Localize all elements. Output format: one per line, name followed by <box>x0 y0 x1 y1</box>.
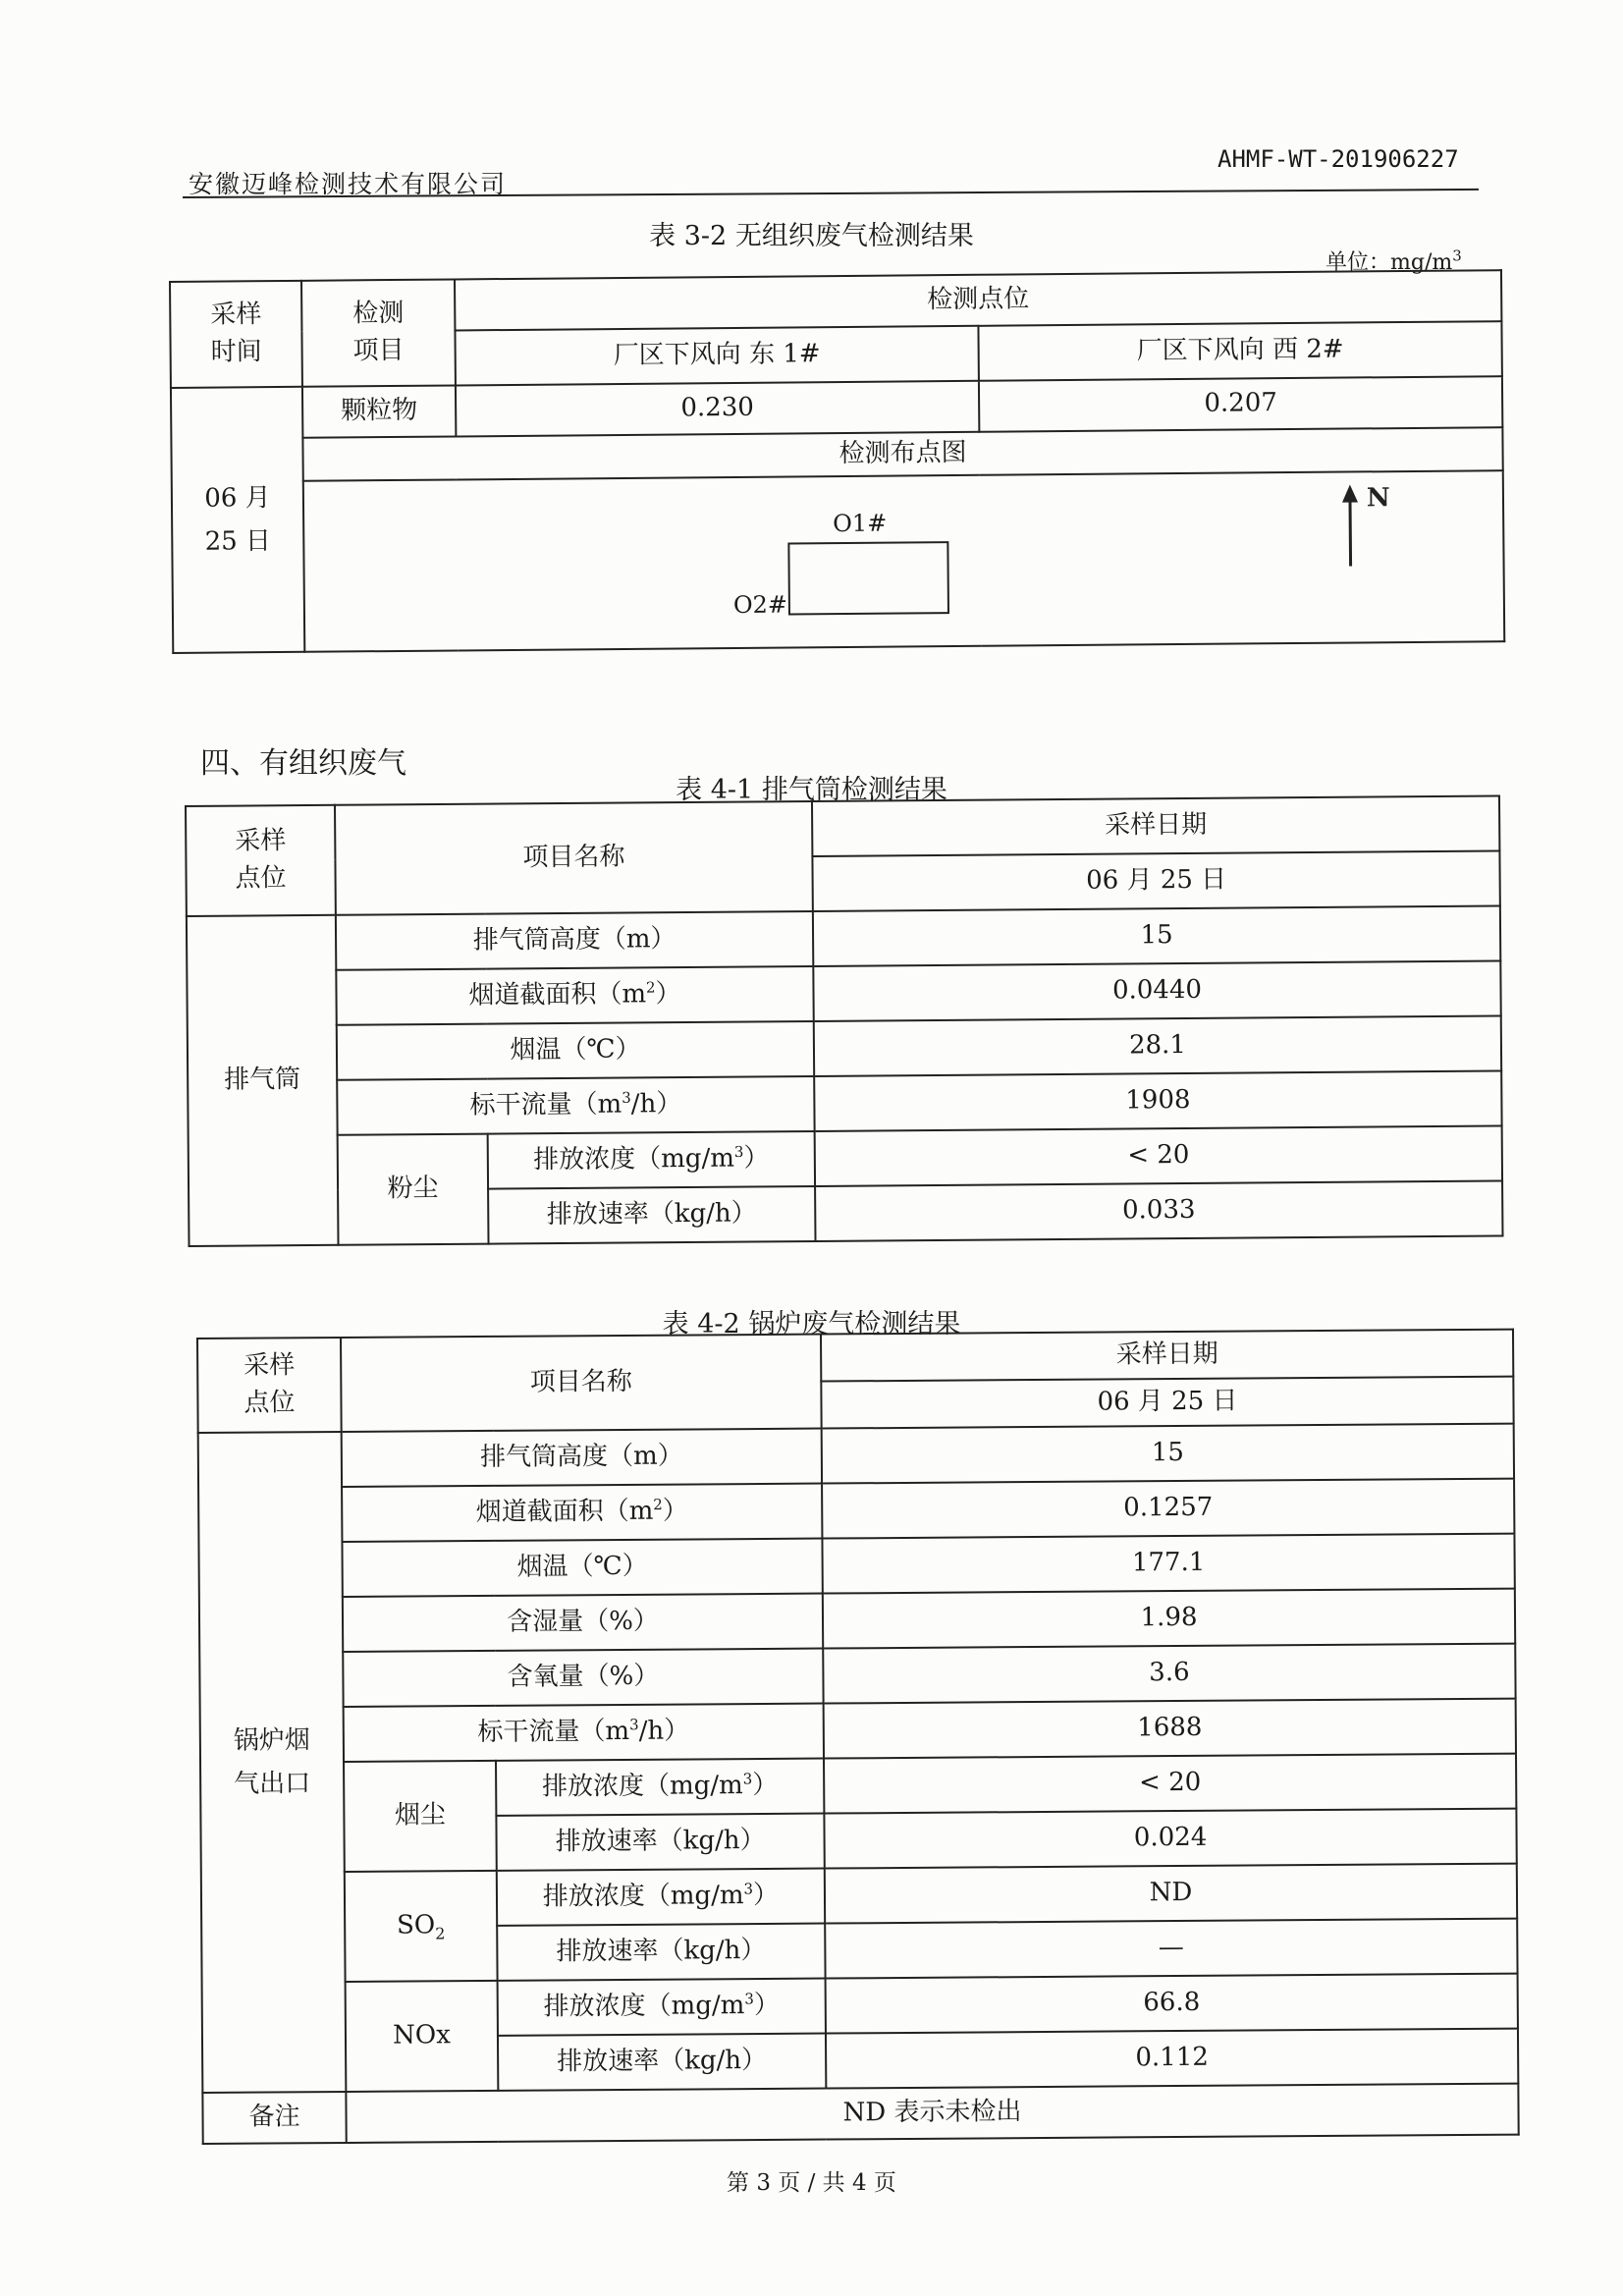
row-value: 0.0440 <box>813 960 1500 1020</box>
page-number: 第 3 页 / 共 4 页 <box>727 2170 896 2196</box>
note-text: ND 表示未检出 <box>346 2084 1518 2143</box>
map-point-1: O1# <box>833 509 888 538</box>
group-so2: $SO_2$ <box>345 1871 498 1982</box>
sampling-date: 06 月 25 日 <box>171 387 304 653</box>
col-sampling-date: 06 月 25 日 <box>812 850 1499 910</box>
col-item-name: 项目名称 <box>341 1335 822 1432</box>
group-smoke-dust: 烟尘 <box>344 1761 497 1872</box>
row-label: 排放浓度$(mg/m^3)$ <box>497 1869 825 1926</box>
map-title: 检测布点图 <box>302 427 1502 481</box>
point-west-2: 厂区下风向 西 2# <box>978 321 1501 381</box>
group-dust: 粉尘 <box>338 1134 489 1245</box>
row-value: 177.1 <box>822 1534 1514 1594</box>
north-arrow-icon <box>1335 482 1395 572</box>
col-item-name: 项目名称 <box>335 801 813 915</box>
report-number: AHMF-WT-201906227 <box>1217 145 1459 173</box>
row-value: < 20 <box>824 1754 1516 1814</box>
row-value: 0.1257 <box>822 1479 1514 1539</box>
row-label: 烟道截面积$(m^2)$ <box>336 966 813 1025</box>
table-4-2-caption: 表 4-2 锅炉废气检测结果 <box>662 1309 961 1339</box>
row-label: 含湿量（%） <box>343 1594 823 1652</box>
col-sampling-date: 06 月 25 日 <box>821 1377 1513 1429</box>
north-label: N <box>1366 483 1390 514</box>
table-3-2-unit: 单位：$mg/m^3$ <box>1325 246 1462 275</box>
row-value: 3.6 <box>823 1644 1515 1704</box>
row-value: 1688 <box>824 1699 1516 1759</box>
row-value: 66.8 <box>826 1974 1518 2034</box>
row-label: 标干流量$(m^3/h)$ <box>337 1076 814 1135</box>
row-value: ND <box>825 1864 1517 1924</box>
row-value: 1908 <box>814 1070 1501 1130</box>
value-point1: 0.230 <box>456 381 979 437</box>
row-value: 0.033 <box>815 1180 1502 1240</box>
row-value: — <box>825 1919 1517 1979</box>
row-value: 0.112 <box>826 2029 1518 2089</box>
row-label: 排放速率（kg/h） <box>497 1924 825 1981</box>
row-label: 烟温（℃） <box>337 1021 814 1080</box>
building-outline <box>787 541 949 615</box>
row-value: < 20 <box>815 1125 1502 1185</box>
group-nox: NOx <box>346 1981 499 2092</box>
point-stack: 排气筒 <box>187 915 339 1246</box>
value-point2: 0.207 <box>979 376 1502 432</box>
table-4-1 <box>185 794 1504 1247</box>
row-value: 1.98 <box>823 1589 1515 1649</box>
col-sampling-date-header: 采样日期 <box>821 1330 1513 1382</box>
row-label: 含氧量（%） <box>343 1649 823 1707</box>
row-label: 排放速率（kg/h） <box>488 1186 815 1244</box>
company-name: 安徽迈峰检测技术有限公司 <box>189 170 508 198</box>
sampling-map <box>303 470 1504 652</box>
col-sampling-time: 采样 时间 <box>170 281 302 388</box>
row-label: 排放浓度$(mg/m^3)$ <box>498 1979 826 2036</box>
row-value: 28.1 <box>814 1015 1501 1075</box>
col-test-points: 检测点位 <box>455 270 1501 330</box>
table-3-2-caption: 表 3-2 无组织废气检测结果 <box>649 221 974 251</box>
row-label: 排气筒高度（m） <box>342 1429 822 1487</box>
item-particulate: 颗粒物 <box>302 385 456 437</box>
row-label: 标干流量$(m^3/h)$ <box>344 1704 824 1762</box>
table-4-2 <box>196 1329 1520 2145</box>
row-label: 排放浓度$(mg/m^3)$ <box>496 1759 824 1816</box>
col-sampling-point: 采样 点位 <box>197 1338 342 1433</box>
col-sampling-point: 采样 点位 <box>186 805 336 916</box>
map-point-2: O2# <box>732 590 788 619</box>
col-sampling-date-header: 采样日期 <box>812 795 1499 855</box>
note-label: 备注 <box>202 2092 346 2144</box>
row-label: 排放速率（kg/h） <box>496 1814 824 1871</box>
row-value: 15 <box>822 1424 1514 1484</box>
row-label: 烟温（℃） <box>342 1539 822 1597</box>
row-value: 15 <box>813 905 1500 965</box>
section-4-heading: 四、有组织废气 <box>200 746 406 781</box>
row-label: 烟道截面积$(m^2)$ <box>342 1484 822 1542</box>
row-label: 排放速率（kg/h） <box>498 2034 826 2091</box>
col-test-item: 检测 项目 <box>301 279 456 386</box>
row-label: 排放浓度$(mg/m^3)$ <box>488 1131 815 1189</box>
table-3-2 <box>169 269 1505 654</box>
row-value: 0.024 <box>824 1809 1516 1869</box>
point-boiler-outlet: 锅炉烟 气出口 <box>198 1432 347 2093</box>
table-4-1-caption: 表 4-1 排气筒检测结果 <box>676 775 947 805</box>
point-east-1: 厂区下风向 东 1# <box>455 326 978 386</box>
row-label: 排气筒高度（m） <box>336 911 813 970</box>
